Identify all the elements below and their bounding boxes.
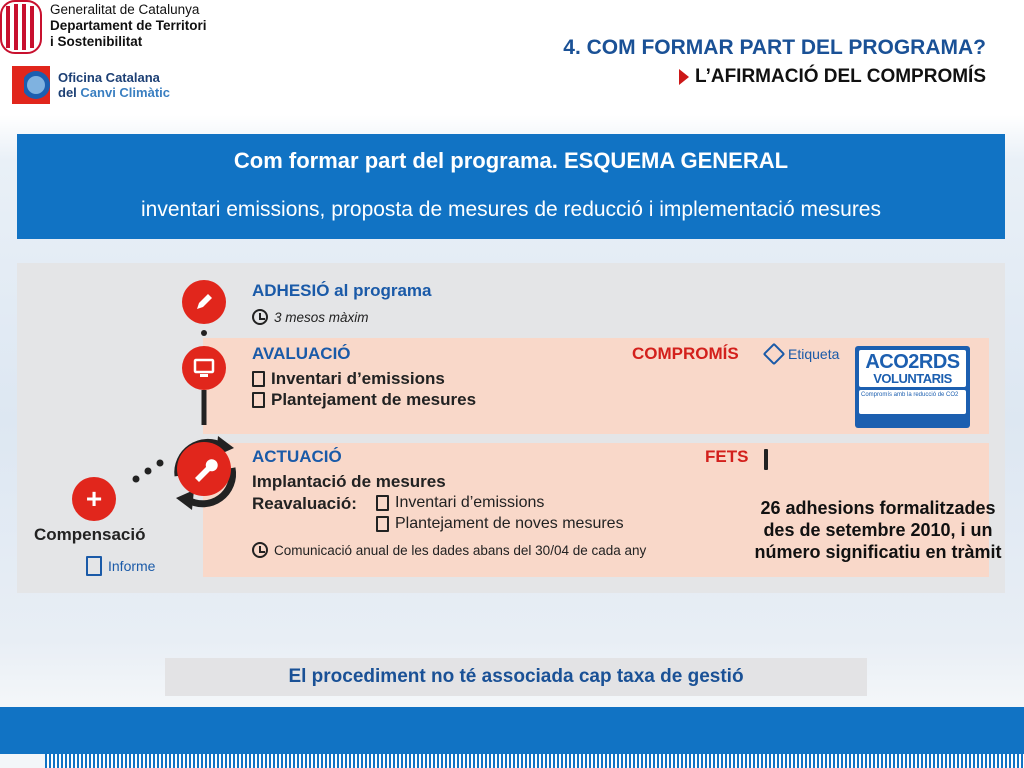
plus-icon: + xyxy=(72,477,116,521)
occ-logo xyxy=(12,66,50,104)
compromis-label: COMPROMÍS xyxy=(632,344,739,363)
wrench-icon xyxy=(177,442,231,496)
gencat-line1: Generalitat de Catalunya xyxy=(50,2,200,17)
avaluacio-item-1 xyxy=(252,369,445,389)
banner-title: Com formar part del programa. ESQUEMA GENERAL xyxy=(233,148,789,173)
occ-line2-b: Canvi Climàtic xyxy=(80,85,170,100)
avaluacio-label: AVALUACIÓ xyxy=(252,344,351,363)
page-title: 4. COM FORMAR PART DEL PROGRAMA? xyxy=(563,36,986,59)
actuacio-label: ACTUACIÓ xyxy=(252,447,342,466)
clock-icon xyxy=(252,542,268,558)
adhesions-info: 26 adhesions formalitzades des de setembre 2010, i un número significatiu en tràmit xyxy=(754,498,1002,562)
adhesio-label: ADHESIÓ al programa xyxy=(252,281,432,300)
occ-wordmark xyxy=(58,70,170,100)
informe-label: Informe xyxy=(108,558,156,574)
avaluacio-item-2 xyxy=(252,390,476,410)
avaluacio-item-2-text: Plantejament de mesures xyxy=(271,390,477,409)
occ-line1: Oficina Catalana xyxy=(58,70,160,85)
reavaluacio-item-1 xyxy=(376,494,544,512)
occ-line2 xyxy=(58,85,170,100)
section-banner xyxy=(17,134,1005,239)
gencat-line2: Departament de Territori xyxy=(50,18,207,33)
reavaluacio-label: Reavaluació: xyxy=(252,494,357,513)
document-icon xyxy=(376,516,389,532)
gencat-line3: i Sostenibilitat xyxy=(50,34,143,49)
etiqueta-row xyxy=(766,346,839,362)
informe-row xyxy=(86,556,155,576)
reavaluacio-item-2-text: Plantejament de noves mesures xyxy=(395,515,624,532)
footer-stripes xyxy=(45,754,1024,768)
page-subtitle xyxy=(679,66,986,88)
acords-line2: VOLUNTARIS xyxy=(873,371,952,386)
document-icon xyxy=(252,392,265,408)
compensacio-label: Compensació xyxy=(34,525,146,544)
triangle-bullet-icon xyxy=(679,69,689,85)
monitor-icon xyxy=(182,346,226,390)
generalitat-flag-logo xyxy=(0,0,42,54)
implantacio-label: Implantació de mesures xyxy=(252,472,446,491)
fee-notice: El procediment no té associada cap taxa de gestió xyxy=(165,658,867,696)
generalitat-wordmark xyxy=(50,2,207,50)
pencil-icon xyxy=(182,280,226,324)
clock-icon xyxy=(252,309,268,325)
fets-label: FETS xyxy=(705,447,749,466)
document-icon xyxy=(86,556,102,576)
adhesio-time-row xyxy=(252,309,369,325)
banner-subtitle: inventari emissions, proposta de mesures de reducció i implementació mesures xyxy=(140,198,881,221)
acords-voluntaris-badge xyxy=(855,346,970,428)
tag-icon xyxy=(763,343,786,366)
adhesio-time: 3 mesos màxim xyxy=(274,309,369,325)
reavaluacio-item-1-text: Inventari d’emissions xyxy=(395,494,545,511)
acords-footer: Compromís amb la reducció de CO2 xyxy=(859,390,966,414)
page-subtitle-text: L’AFIRMACIÓ DEL COMPROMÍS xyxy=(695,66,986,87)
fets-document-icon xyxy=(764,449,768,470)
document-icon xyxy=(376,495,389,511)
avaluacio-item-1-text: Inventari d’emissions xyxy=(271,369,445,388)
footer-bar xyxy=(0,707,1024,754)
document-icon xyxy=(252,371,265,387)
comunicacio-text: Comunicació anual de les dades abans del 30/04 de cada any xyxy=(274,542,647,558)
acords-badge-title xyxy=(859,350,966,387)
reavaluacio-item-2 xyxy=(376,515,624,533)
comunicacio-row xyxy=(252,542,646,558)
acords-line1: ACO2RDS xyxy=(865,351,960,373)
etiqueta-label: Etiqueta xyxy=(788,346,840,362)
occ-line2-a: del xyxy=(58,85,81,100)
